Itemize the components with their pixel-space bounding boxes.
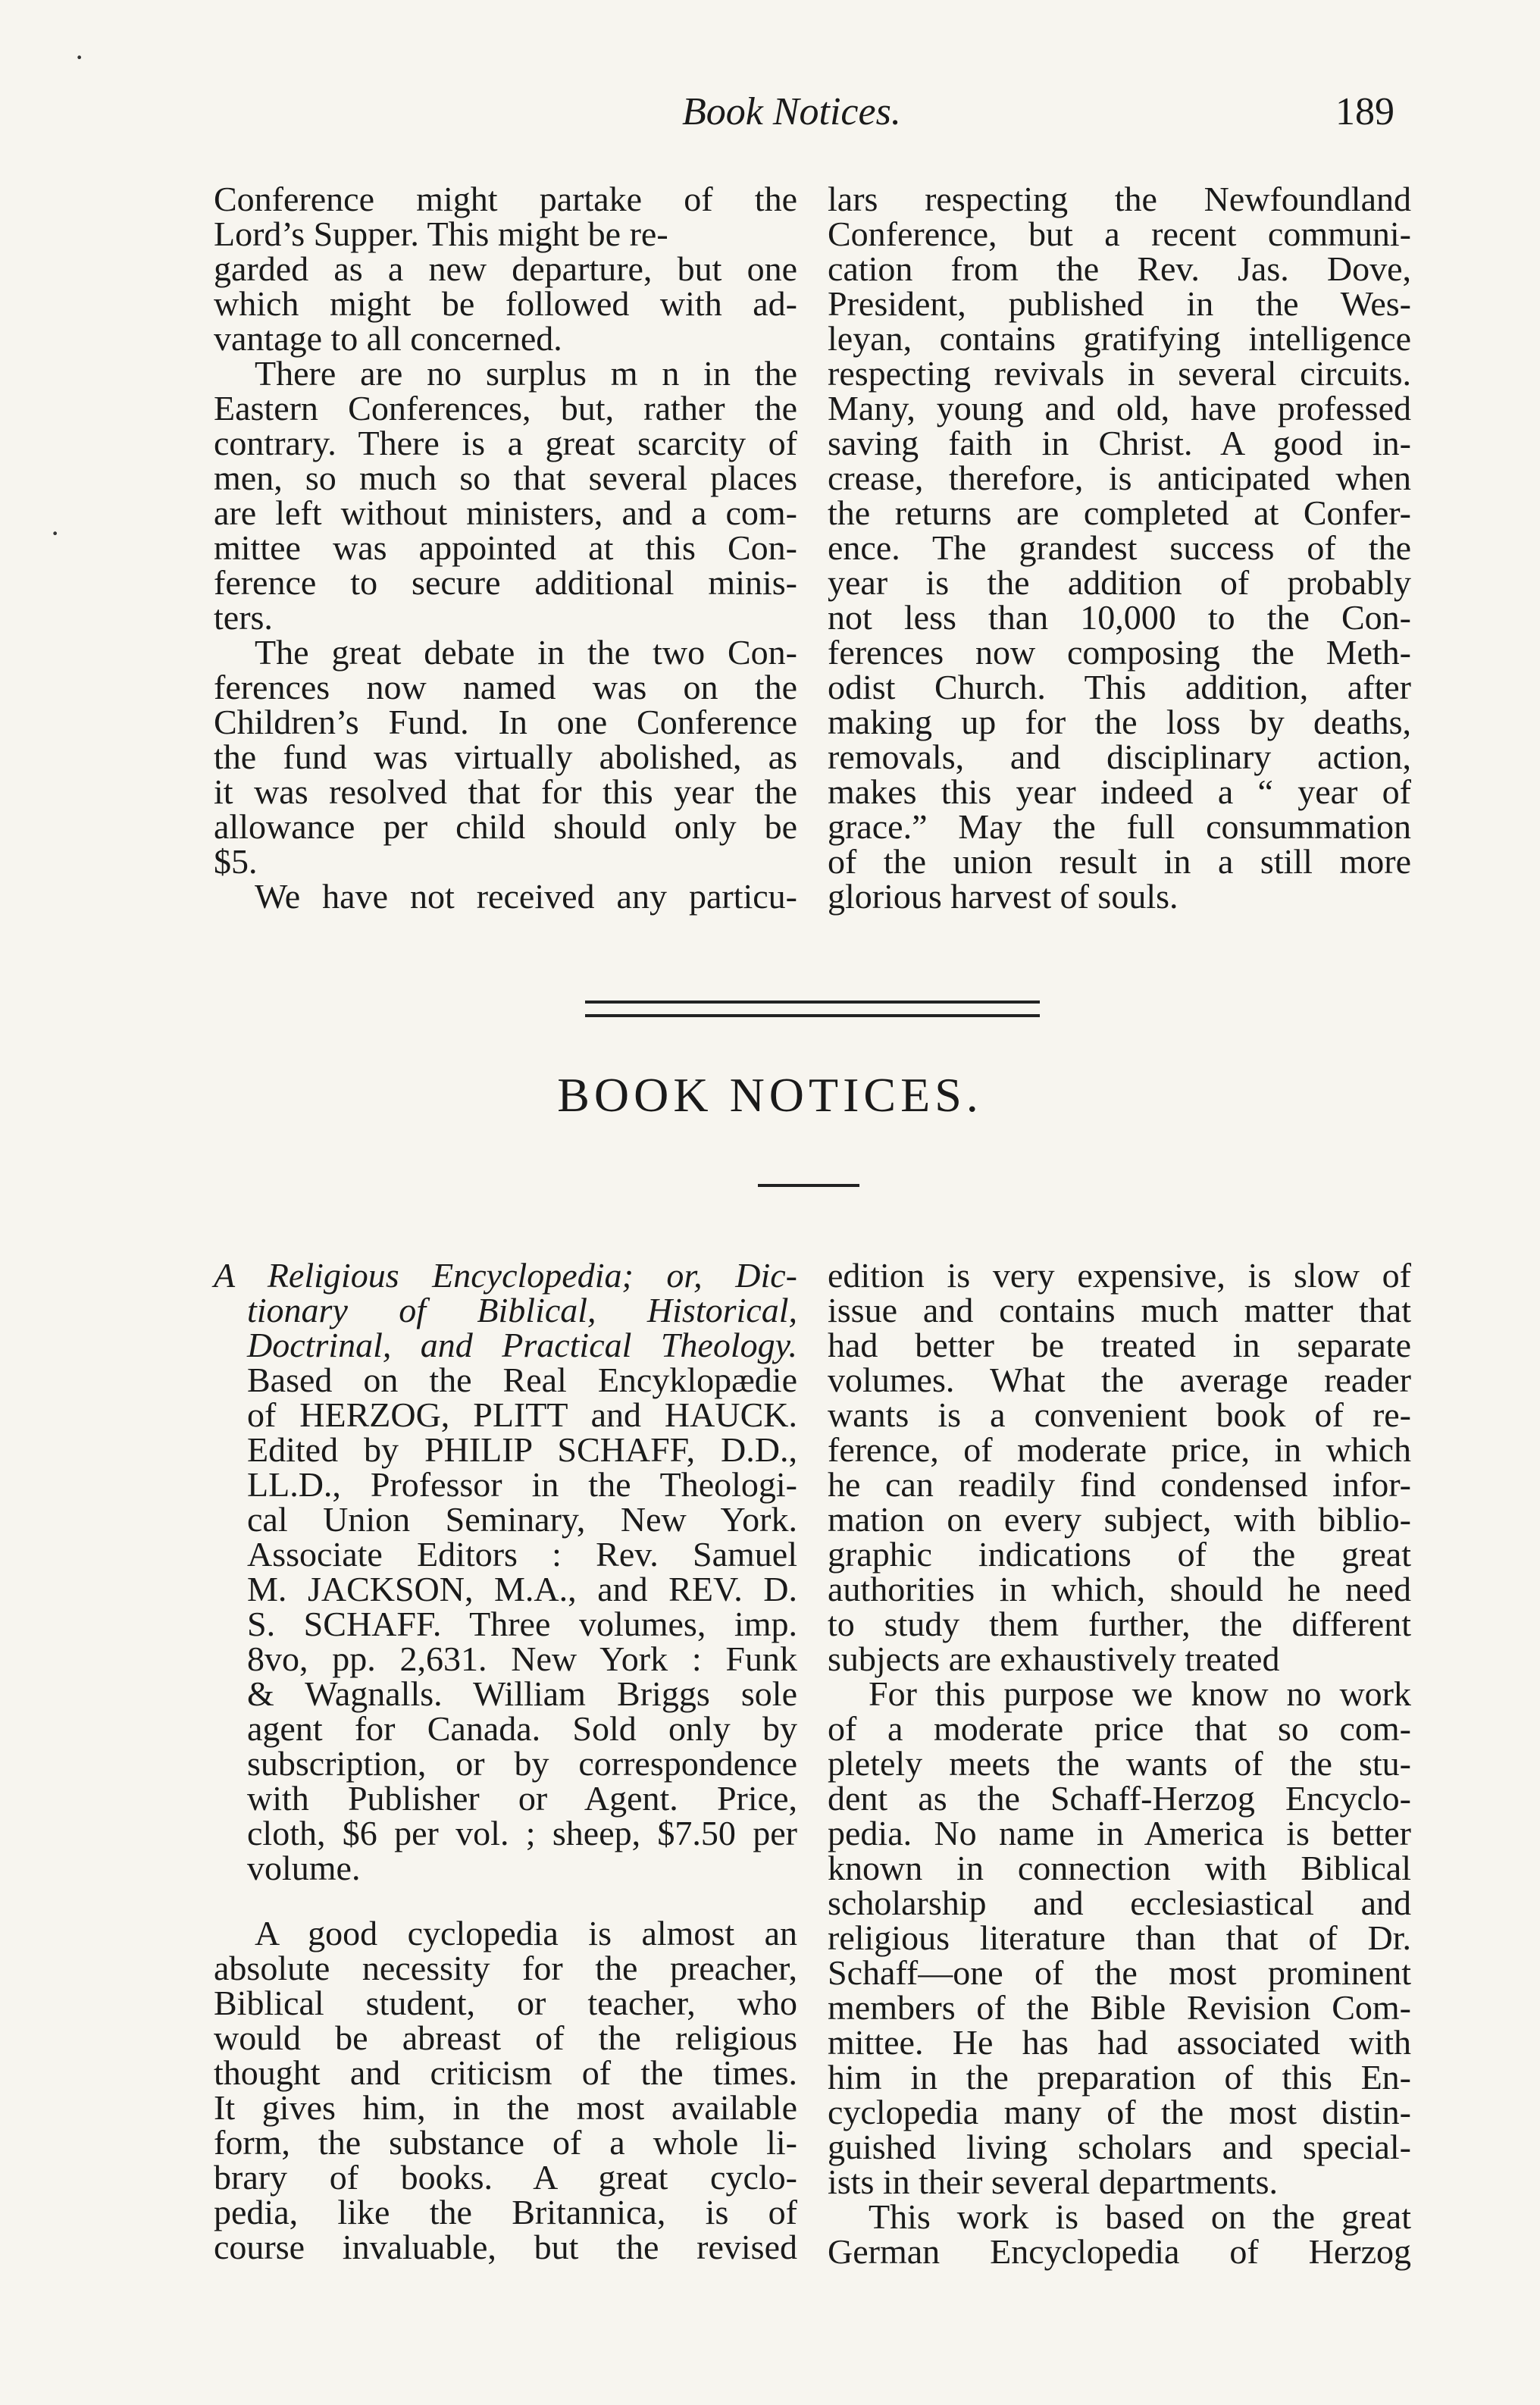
text-line: lars respecting the Newfoundland: [828, 180, 1411, 218]
previous-article-left-column: [214, 182, 797, 914]
text-line: known in connection with Biblical: [828, 1849, 1411, 1887]
text-line: of a moderate price that so com-: [828, 1709, 1411, 1748]
citation-line: cloth, $6 per vol. ; sheep, $7.50 per: [247, 1814, 797, 1852]
citation-line: Edited by PHILIP SCHAFF, D.D.,: [247, 1430, 797, 1469]
text-line: dent as the Schaff-Herzog Encyclo-: [828, 1779, 1411, 1818]
text-line: issue and contains much matter that: [828, 1291, 1411, 1329]
text-line: allowance per child should only be: [214, 807, 797, 846]
text-line: crease, therefore, is anticipated when: [828, 459, 1411, 497]
previous-article-right-column: [828, 182, 1411, 914]
page-number: 189: [1335, 90, 1394, 133]
citation-line: agent for Canada. Sold only by: [247, 1709, 797, 1748]
citation-line: Associate Editors : Rev. Samuel: [247, 1535, 797, 1574]
text-line: authorities in which, should he need: [828, 1570, 1411, 1608]
text-line: Children’s Fund. In one Conference: [214, 703, 797, 741]
citation-line: LL.D., Professor in the Theologi-: [247, 1465, 797, 1504]
text-line: The great debate in the two Con-: [255, 633, 797, 672]
text-line: him in the preparation of this En-: [828, 2058, 1411, 2097]
text-line: grace.” May the full consummation: [828, 807, 1411, 846]
text-line: garded as a new departure, but one: [214, 249, 797, 288]
book-title-line: A Religious Encyclopedia; or, Dic-: [214, 1256, 797, 1295]
text-line: We have not received any particu-: [255, 877, 797, 916]
text-line: removals, and disciplinary action,: [828, 737, 1411, 776]
text-line: Lord’s Supper. This might be re-: [214, 215, 668, 253]
citation-line: with Publisher or Agent. Price,: [247, 1779, 797, 1818]
text-line: subjects are exhaustively treated: [828, 1639, 1280, 1678]
citation-line: Based on the Real Encyklopædie: [247, 1361, 797, 1399]
review-left-column: [214, 1916, 797, 2265]
text-line: ferences now composing the Meth-: [828, 633, 1411, 672]
text-line: brary of books. A great cyclo-: [214, 2158, 797, 2197]
print-mark: ·: [50, 516, 61, 550]
text-line: are left without ministers, and a com-: [214, 493, 797, 532]
text-line: making up for the loss by deaths,: [828, 703, 1411, 741]
citation-line: & Wagnalls. William Briggs sole: [247, 1674, 797, 1713]
text-line: makes this year indeed a “ year of: [828, 772, 1411, 811]
citation-line: M. JACKSON, M.A., and REV. D.: [247, 1570, 797, 1608]
text-line: wants is a convenient book of re-: [828, 1395, 1411, 1434]
text-line: the fund was virtually abolished, as: [214, 737, 797, 776]
text-line: pedia, like the Britannica, is of: [214, 2193, 797, 2231]
text-line: absolute necessity for the preacher,: [214, 1949, 797, 1987]
text-line: the returns are completed at Confer-: [828, 493, 1411, 532]
book-citation: [214, 1258, 797, 1886]
text-line: scholarship and ecclesiastical and: [828, 1884, 1411, 1922]
title-underline: [758, 1184, 859, 1187]
citation-line: cal Union Seminary, New York.: [247, 1500, 797, 1539]
text-line: men, so much so that several places: [214, 459, 797, 497]
text-line: Conference might partake of the: [214, 180, 797, 218]
text-line: mittee. He has had associated with: [828, 2023, 1411, 2062]
print-mark: ·: [74, 40, 85, 74]
text-line: respecting revivals in several circuits.: [828, 354, 1411, 393]
text-line: vantage to all concerned.: [214, 319, 562, 358]
text-line: mation on every subject, with biblio-: [828, 1500, 1411, 1539]
text-line: would be abreast of the religious: [214, 2018, 797, 2057]
book-title-line: tionary of Biblical, Historical,: [247, 1291, 797, 1329]
text-line: German Encyclopedia of Herzog: [828, 2232, 1411, 2271]
text-line: ence. The grandest success of the: [828, 528, 1411, 567]
citation-line: S. SCHAFF. Three volumes, imp.: [247, 1605, 797, 1643]
text-line: President, published in the Wes-: [828, 284, 1411, 323]
text-line: ference, of moderate price, in which: [828, 1430, 1411, 1469]
text-line: which might be followed with ad-: [214, 284, 797, 323]
text-line: year is the addition of probably: [828, 563, 1411, 602]
text-line: Biblical student, or teacher, who: [214, 1984, 797, 2022]
text-line: Eastern Conferences, but, rather the: [214, 389, 797, 427]
review-right-column: [828, 1258, 1411, 2269]
text-line: cyclopedia many of the most distin-: [828, 2093, 1411, 2131]
text-line: volumes. What the average reader: [828, 1361, 1411, 1399]
text-line: form, the substance of a whole li-: [214, 2123, 797, 2162]
text-line: Conference, but a recent communi-: [828, 215, 1411, 253]
text-line: not less than 10,000 to the Con-: [828, 598, 1411, 637]
text-line: to study them further, the different: [828, 1605, 1411, 1643]
text-line: guished living scholars and special-: [828, 2128, 1411, 2166]
text-line: This work is based on the great: [869, 2197, 1411, 2236]
citation-line: volume.: [247, 1849, 361, 1887]
text-line: cation from the Rev. Jas. Dove,: [828, 249, 1411, 288]
text-line: ists in their several departments.: [828, 2162, 1279, 2201]
citation-line: 8vo, pp. 2,631. New York : Funk: [247, 1639, 797, 1678]
text-line: ferences now named was on the: [214, 668, 797, 706]
text-line: graphic indications of the great: [828, 1535, 1411, 1574]
text-line: edition is very expensive, is slow of: [828, 1256, 1411, 1295]
text-line: ference to secure additional minis-: [214, 563, 797, 602]
text-line: of the union result in a still more: [828, 842, 1411, 881]
text-line: pletely meets the wants of the stu-: [828, 1744, 1411, 1783]
text-line: It gives him, in the most available: [214, 2088, 797, 2127]
text-line: leyan, contains gratifying intelligence: [828, 319, 1411, 358]
text-line: Schaff—one of the most prominent: [828, 1953, 1411, 1992]
text-line: $5.: [214, 842, 258, 881]
text-line: religious literature than that of Dr.: [828, 1918, 1411, 1957]
citation-line: of HERZOG, PLITT and HAUCK.: [247, 1395, 797, 1434]
text-line: had better be treated in separate: [828, 1326, 1411, 1364]
section-title: BOOK NOTICES.: [557, 1068, 983, 1122]
text-line: Many, young and old, have professed: [828, 389, 1411, 427]
text-line: A good cyclopedia is almost an: [255, 1914, 797, 1952]
citation-line: subscription, or by correspondence: [247, 1744, 797, 1783]
text-line: thought and criticism of the times.: [214, 2053, 797, 2092]
running-title: Book Notices.: [682, 90, 901, 133]
text-line: ters.: [214, 598, 273, 637]
text-line: mittee was appointed at this Con-: [214, 528, 797, 567]
text-line: it was resolved that for this year the: [214, 772, 797, 811]
text-line: There are no surplus m n in the: [255, 354, 797, 393]
text-line: contrary. There is a great scarcity of: [214, 424, 797, 462]
book-title-line: Doctrinal, and Practical Theology.: [247, 1326, 797, 1364]
text-line: members of the Bible Revision Com-: [828, 1988, 1411, 2027]
text-line: glorious harvest of souls.: [828, 877, 1178, 916]
text-line: pedia. No name in America is better: [828, 1814, 1411, 1852]
text-line: course invaluable, but the revised: [214, 2228, 797, 2266]
text-line: For this purpose we know no work: [869, 1674, 1411, 1713]
text-line: saving faith in Christ. A good in-: [828, 424, 1411, 462]
section-divider: [585, 1001, 1040, 1017]
text-line: he can readily find condensed infor-: [828, 1465, 1411, 1504]
text-line: odist Church. This addition, after: [828, 668, 1411, 706]
